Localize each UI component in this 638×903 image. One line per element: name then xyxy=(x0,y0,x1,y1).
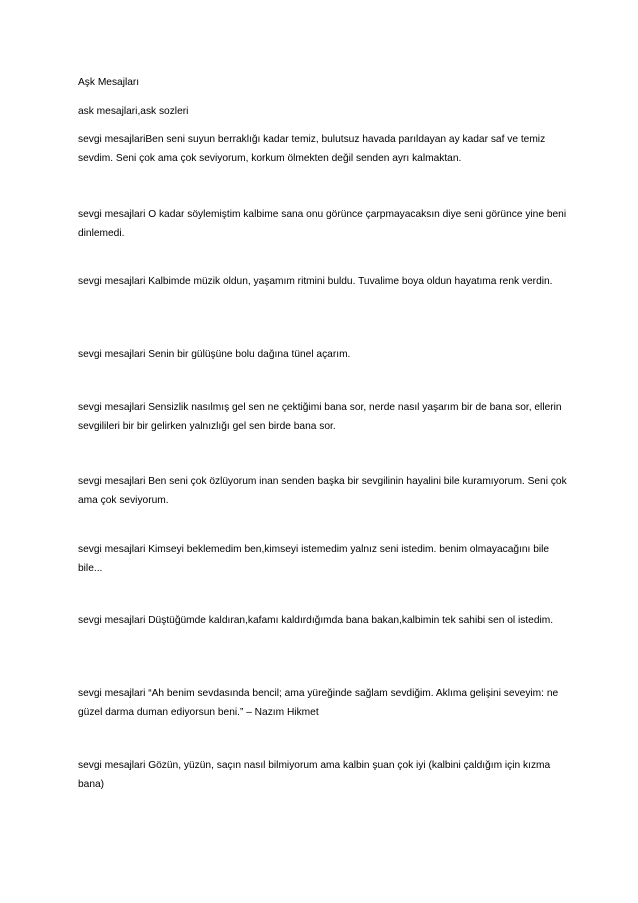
paragraph-3: sevgi mesajlari Kalbimde müzik oldun, yaşamım ritmini buldu. Tuvalime boya oldun hayatıma renk verdin. xyxy=(78,276,553,287)
paragraph-8: sevgi mesajlari Düştüğümde kaldıran,kafamı kaldırdığımda bana bakan,kalbimin tek sahibi sen ol istedim. xyxy=(78,615,554,626)
paragraph-9: sevgi mesajlari “Ah benim sevdasında bencil; ama yüreğinde sağlam sevdiğim. Aklıma gelişini seveyim: ne güzel darma duman ediyorsun beni.” – Nazım Hikmet xyxy=(78,688,559,718)
paragraph-10: sevgi mesajlari Gözün, yüzün, saçın nasıl bilmiyorum ama kalbin şuan çok iyi (kalbini çaldığım için kızma bana) xyxy=(78,760,551,790)
paragraph-2: sevgi mesajlari O kadar söylemiştim kalbime sana onu görünce çarpmayacaksın diye seni görünce yine beni dinlemedi. xyxy=(78,209,567,239)
document-subtitle: ask mesajlari,ask sozleri xyxy=(78,106,189,117)
paragraph-4: sevgi mesajlari Senin bir gülüşüne bolu dağına tünel açarım. xyxy=(78,349,351,360)
paragraph-1: sevgi mesajlariBen seni suyun berraklığı kadar temiz, bulutsuz havada parıldayan ay kadar saf ve temiz sevdim. Seni çok ama çok seviyorum, korkum ölmekten değil senden ayrı kalmaktan. xyxy=(78,134,546,164)
paragraph-6: sevgi mesajlari Ben seni çok özlüyorum inan senden başka bir sevgilinin hayalini bile kuramıyorum. Seni çok ama çok seviyorum. xyxy=(78,476,567,506)
document-title: Aşk Mesajları xyxy=(78,77,140,88)
paragraph-5: sevgi mesajlari Sensizlik nasılmış gel sen ne çektiğimi bana sor, nerde nasıl yaşarım bir de bana sor, ellerin sevgilileri bir bir gelirken yalnızlığı gel sen birde bana sor. xyxy=(78,402,562,432)
paragraph-7: sevgi mesajlari Kimseyi beklemedim ben,kimseyi istemedim yalnız seni istedim. benim olmayacağını bile bile... xyxy=(78,544,550,574)
